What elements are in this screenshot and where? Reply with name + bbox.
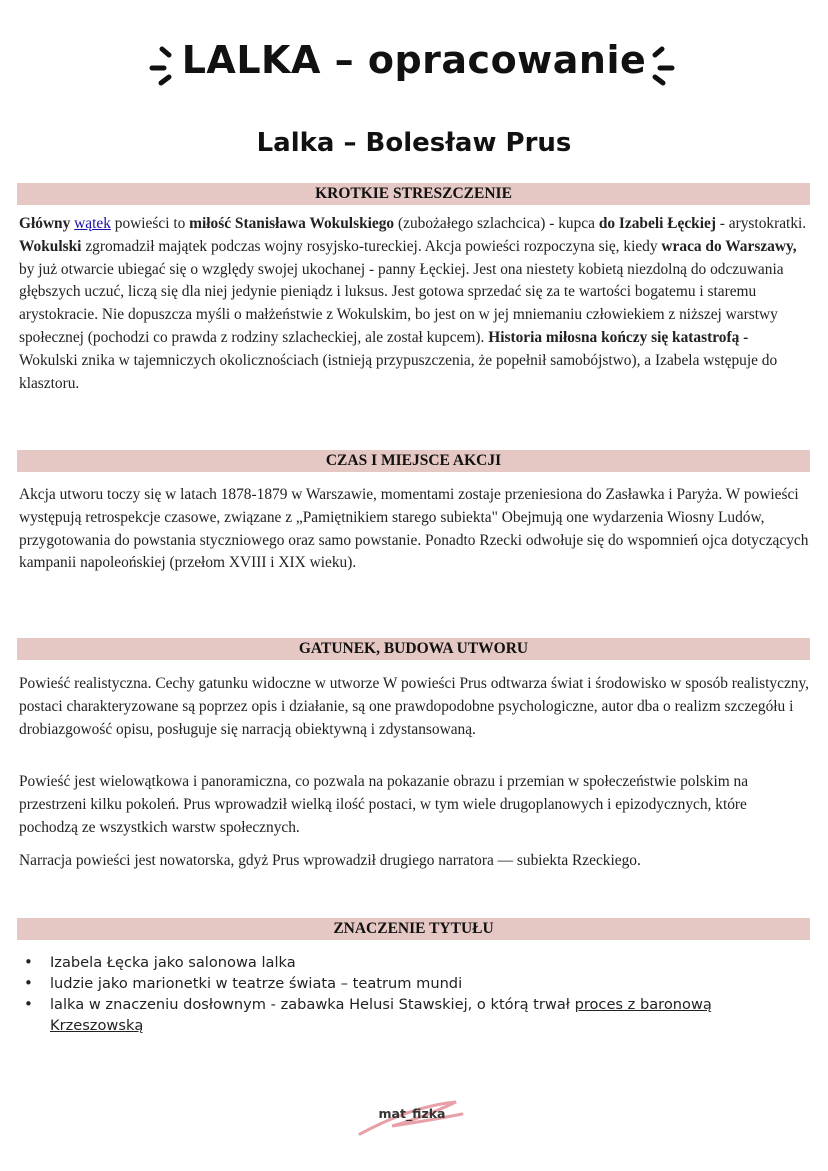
summary-text: Wokulski [19, 237, 82, 255]
genre-paragraph-3: Narracja powieści jest nowatorska, gdyż Prus wprowadził drugiego narratora — subiekta Rzeckiego. [19, 852, 641, 869]
list-item-text: lalka w znaczeniu dosłownym - zabawka Helusi Stawskiej, o którą trwał [50, 996, 575, 1013]
time-place-paragraph: Akcja utworu toczy się w latach 1878-1879 w Warszawie, momentami zostaje przeniesiona do Zasławka i Paryża. W powieści występują retrospekcje czasowe, związane z „Pamiętnikiem starego subiekta" Obejmują one wydarzenia Wiosny Ludów, przygotowania do powstania styczniowego oraz samo powstanie. Ponadto Rzecki odwołuje się do wspomnień ojca dotyczących kampanii napoleońskiej (przełom XVIII i XIX wieku). [19, 486, 809, 572]
page-title [0, 38, 828, 82]
summary-text: miłość Stanisława Wokulskiego [189, 215, 395, 232]
summary-text: wraca do Warszawy, [661, 237, 797, 255]
page-title-text: LALKA – opracowanie [181, 38, 647, 82]
section-heading-summary: KROTKIE STRESZCZENIE [17, 183, 810, 205]
summary-text: powieści to [110, 215, 190, 232]
title-meaning-list [19, 952, 809, 1036]
summary-text: Historia miłosna kończy się katastrofą - [488, 328, 749, 346]
logo-text: mat_fizka [378, 1106, 446, 1121]
list-item: • Izabela Łęcka jako salonowa lalka [19, 952, 809, 973]
list-item [19, 994, 809, 1036]
summary-text: zgromadził majątek podczas wojny rosyjsko-tureckiej. Akcja powieści rozpoczyna się, kiedy [81, 237, 662, 255]
section-heading-title-meaning: ZNACZENIE TYTUŁU [17, 918, 810, 940]
watek-link[interactable]: wątek [74, 215, 111, 232]
section-heading-genre: GATUNEK, BUDOWA UTWORU [17, 638, 810, 660]
summary-text: Główny [19, 215, 71, 232]
summary-text: Wokulski znika w tajemniczych okolicznościach (istnieją przypuszczenia, że popełnił samobójstwo), a Izabela wstępuje do klasztoru. [19, 351, 778, 392]
summary-paragraph [19, 213, 809, 395]
title-decoration-left-icon [148, 46, 174, 92]
summary-text: (zubożałego szlachcica) - kupca [394, 215, 599, 232]
summary-text: by już otwarcie ubiegać się o względy swojej ukochanej - panny Łęckiej. Jest ona niestety kobietą niezdolną do odczuwania głębszych uczuć, liczą się dla niej jedynie pieniądz i luksus. Jest gotowa sprzedać się za te wartości bogatemu i staremu arystokracie. Nie dopuszcza myśli o małżeństwie z Wokulskim, bo jest on w jej mniemaniu człowiekiem z niższej warstwy społecznej (pochodzi co prawda z rodziny szlacheckiej, ale został kupcem). [19, 260, 784, 346]
genre-paragraph-1: Powieść realistyczna. Cechy gatunku widoczne w utworze W powieści Prus odtwarza świat i środowisko w sposób realistyczny, postaci charakteryzowane są poprzez opis i działanie, są one prawdopodobne psychologiczne, autor dba o realizm szczegółu i drobiazgowość opisu, posługuje się narracją obiektywną i zdystansowaną. [19, 675, 810, 738]
page-subtitle: Lalka – Bolesław Prus [256, 128, 572, 158]
section-heading-time-place: CZAS I MIEJSCE AKCJI [17, 450, 810, 472]
summary-text: do Izabeli Łęckiej [598, 215, 716, 232]
title-decoration-right-icon [650, 46, 676, 92]
genre-paragraph-2: Powieść jest wielowątkowa i panoramiczna, co pozwala na pokazanie obrazu i przemian w społeczeństwie polskim na przestrzeni kilku pokoleń. Prus wprowadził wielką ilość postaci, w tym wiele drugoplanowych i epizodycznych, które pochodzą ze wszystkich warstw społecznych. [19, 773, 749, 836]
footer-logo [352, 1096, 472, 1140]
summary-text: - arystokratki. [715, 215, 807, 232]
list-item: • ludzie jako marionetki w teatrze świata – teatrum mundi [19, 973, 809, 994]
proces-link[interactable]: proces z baronową Krzeszowską [50, 996, 712, 1034]
